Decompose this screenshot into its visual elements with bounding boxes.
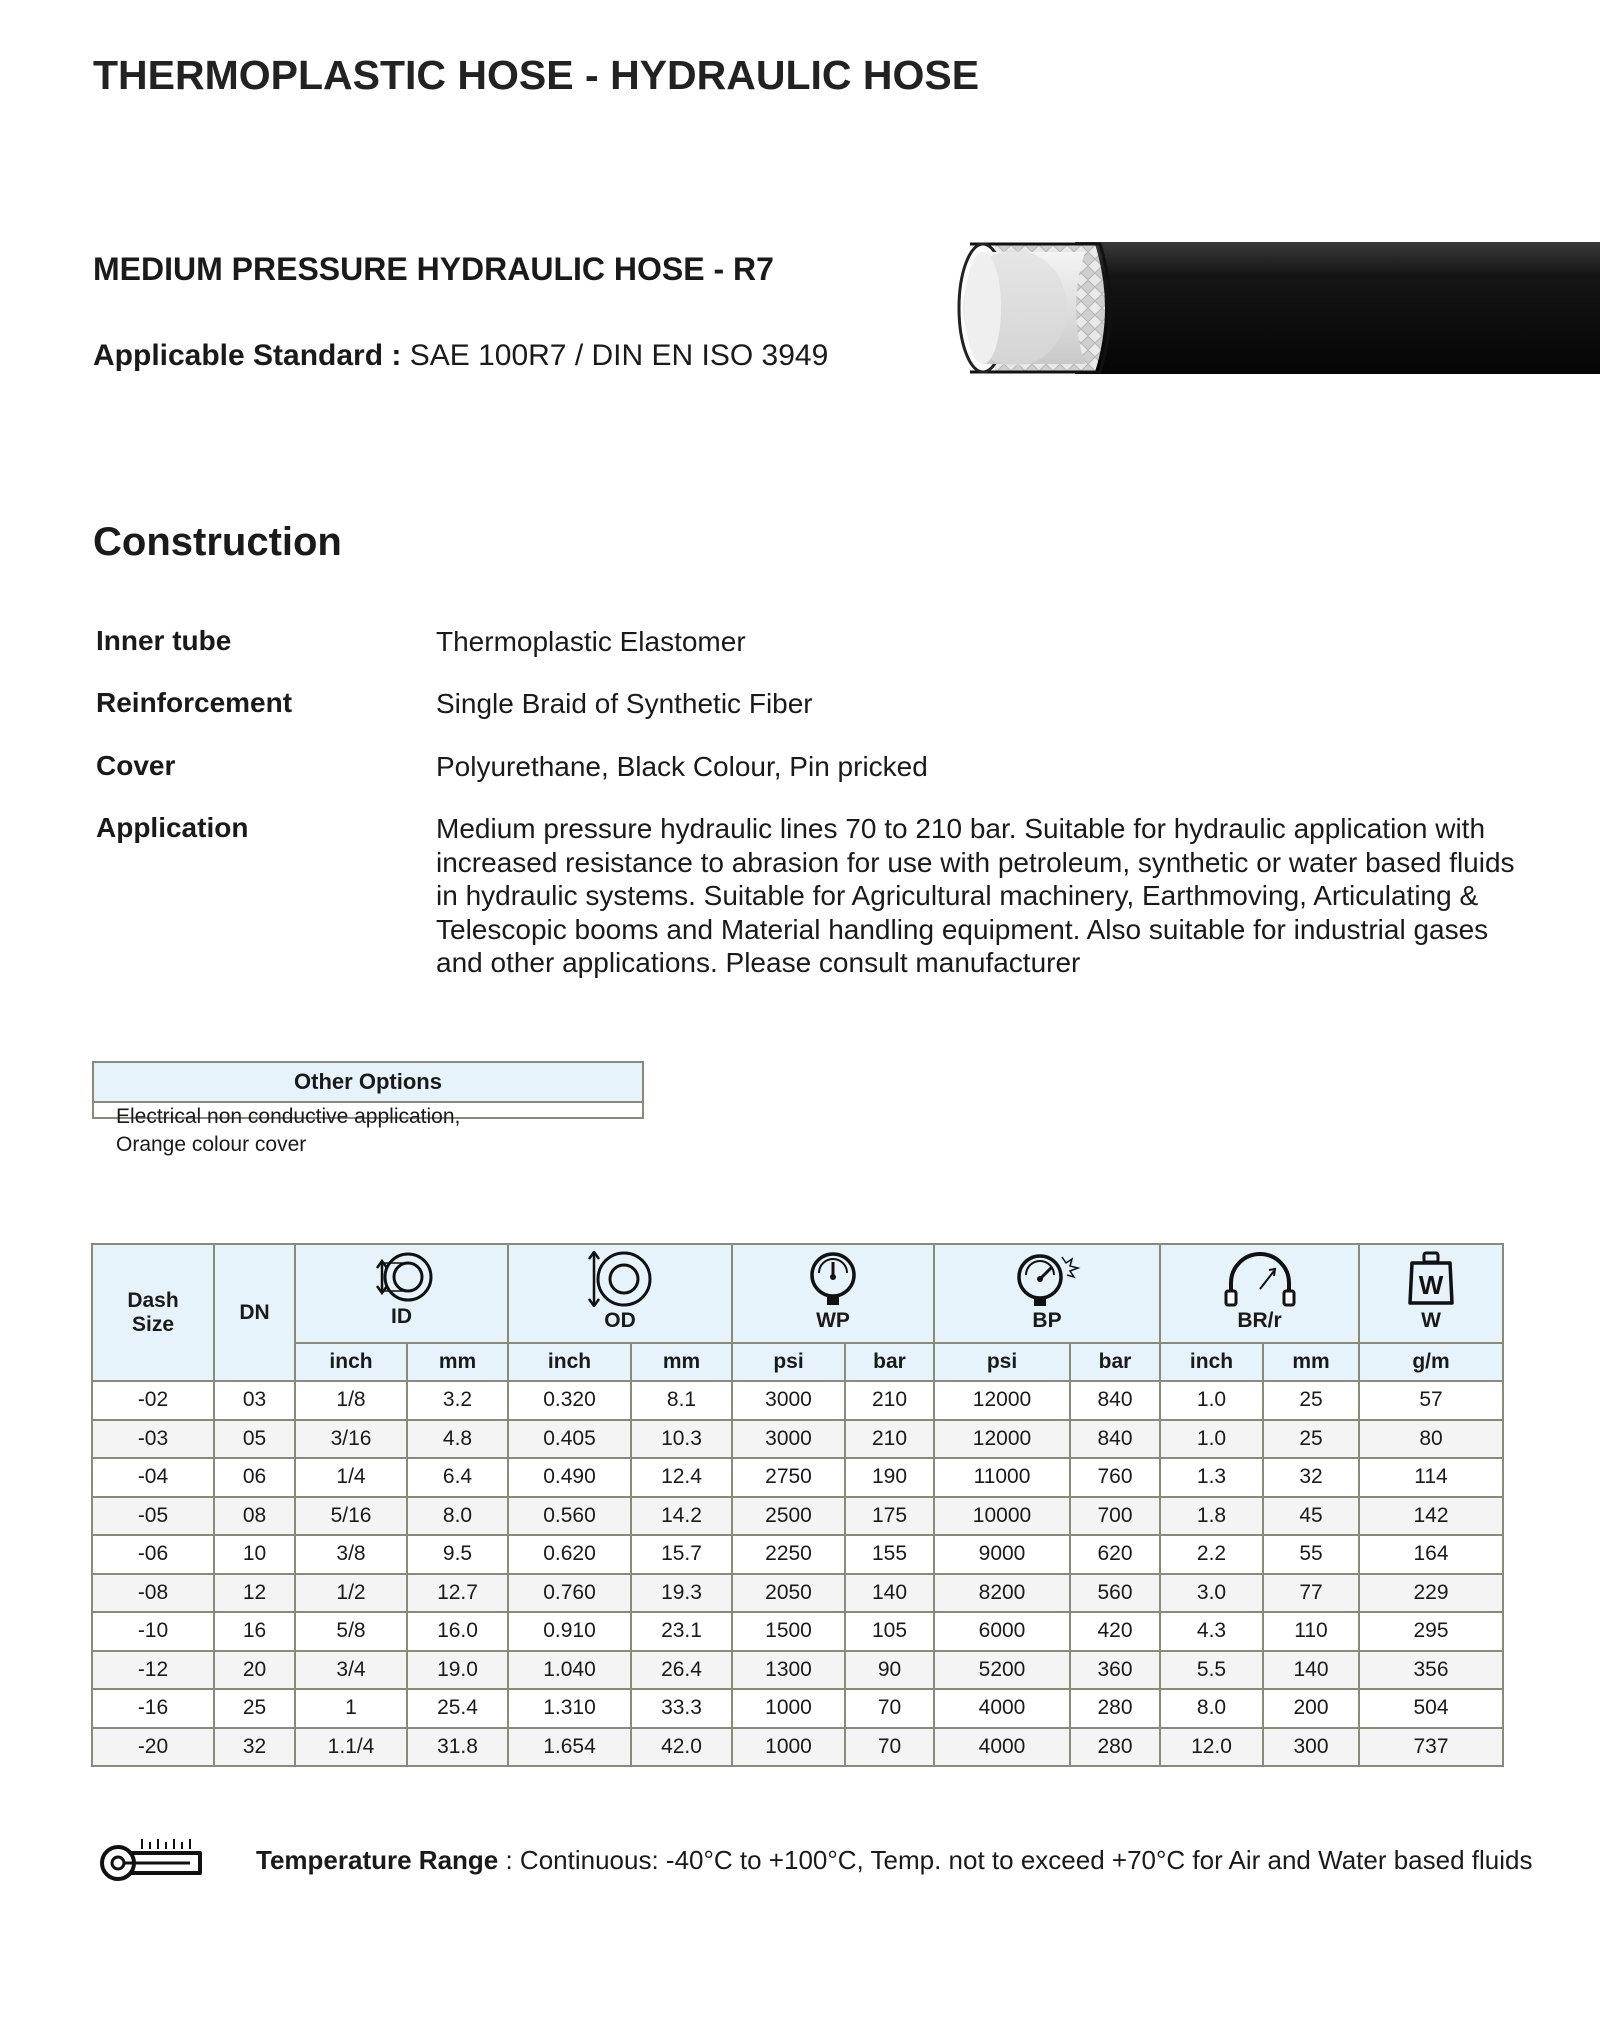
table-cell: 210	[845, 1420, 934, 1459]
od-header	[508, 1244, 732, 1343]
table-cell: 12000	[934, 1381, 1070, 1420]
table-cell: 3.2	[407, 1381, 508, 1420]
construction-heading: Construction	[93, 520, 342, 564]
table-cell: 0.620	[508, 1535, 631, 1574]
table-cell: 280	[1070, 1689, 1160, 1728]
table-cell: 190	[845, 1458, 934, 1497]
dash-size-header: Dash Size	[92, 1244, 214, 1381]
table-cell: 25.4	[407, 1689, 508, 1728]
table-cell: 1.310	[508, 1689, 631, 1728]
table-cell: 0.910	[508, 1612, 631, 1651]
table-cell: -20	[92, 1728, 214, 1767]
table-cell: 840	[1070, 1420, 1160, 1459]
bend-radius-icon	[1222, 1251, 1298, 1307]
table-row	[92, 1420, 1503, 1459]
table-cell: 6.4	[407, 1458, 508, 1497]
table-cell: 142	[1359, 1497, 1503, 1536]
table-cell: 26.4	[631, 1651, 732, 1690]
table-cell: 12	[214, 1574, 295, 1613]
table-cell: 1.1/4	[295, 1728, 407, 1767]
construction-label-application: Application	[96, 812, 249, 843]
table-cell: 0.490	[508, 1458, 631, 1497]
table-cell: 32	[1263, 1458, 1359, 1497]
weight-label: W	[1421, 1309, 1441, 1332]
table-cell: 1.0	[1160, 1381, 1263, 1420]
table-cell: 4.3	[1160, 1612, 1263, 1651]
table-cell: -12	[92, 1651, 214, 1690]
table-cell: 10	[214, 1535, 295, 1574]
table-cell: -16	[92, 1689, 214, 1728]
table-cell: 8.1	[631, 1381, 732, 1420]
table-cell: 15.7	[631, 1535, 732, 1574]
unit-header: bar	[1070, 1343, 1160, 1381]
table-cell: 737	[1359, 1728, 1503, 1767]
wp-label: WP	[816, 1309, 850, 1332]
svg-text:W: W	[1418, 1270, 1444, 1300]
table-cell: 760	[1070, 1458, 1160, 1497]
other-options-heading: Other Options	[94, 1063, 642, 1103]
table-cell: 5/8	[295, 1612, 407, 1651]
br-header	[1160, 1244, 1359, 1343]
table-cell: 4000	[934, 1689, 1070, 1728]
hose-illustration	[955, 238, 1600, 378]
table-cell: 295	[1359, 1612, 1503, 1651]
table-row	[92, 1497, 1503, 1536]
table-cell: -03	[92, 1420, 214, 1459]
table-row	[92, 1728, 1503, 1767]
unit-header: mm	[407, 1343, 508, 1381]
table-row	[92, 1689, 1503, 1728]
table-cell: 1.0	[1160, 1420, 1263, 1459]
table-cell: 45	[1263, 1497, 1359, 1536]
outer-diameter-icon	[584, 1251, 656, 1307]
table-cell: 57	[1359, 1381, 1503, 1420]
table-cell: 0.760	[508, 1574, 631, 1613]
table-cell: 70	[845, 1689, 934, 1728]
table-cell: 90	[845, 1651, 934, 1690]
table-cell: 105	[845, 1612, 934, 1651]
application-line: Medium pressure hydraulic lines 70 to 210 bar. Suitable for hydraulic application with	[436, 813, 1486, 844]
table-cell: 229	[1359, 1574, 1503, 1613]
table-cell: 11000	[934, 1458, 1070, 1497]
table-cell: 12000	[934, 1420, 1070, 1459]
table-cell: 164	[1359, 1535, 1503, 1574]
construction-label-inner-tube: Inner tube	[96, 625, 232, 656]
table-cell: 1/8	[295, 1381, 407, 1420]
construction-label-cover: Cover	[96, 750, 176, 781]
bp-header	[934, 1244, 1160, 1343]
table-cell: 1	[295, 1689, 407, 1728]
specification-table	[91, 1243, 1504, 1767]
unit-header: mm	[631, 1343, 732, 1381]
table-cell: 8.0	[1160, 1689, 1263, 1728]
table-cell: 1500	[732, 1612, 845, 1651]
table-cell: 1300	[732, 1651, 845, 1690]
table-cell: 5.5	[1160, 1651, 1263, 1690]
other-options-box	[92, 1061, 644, 1156]
table-cell: 8.0	[407, 1497, 508, 1536]
table-cell: 42.0	[631, 1728, 732, 1767]
product-title: MEDIUM PRESSURE HYDRAULIC HOSE - R7	[93, 251, 774, 287]
burst-gauge-icon	[1012, 1251, 1082, 1307]
table-cell: -08	[92, 1574, 214, 1613]
construction-value-inner-tube: Thermoplastic Elastomer	[436, 626, 746, 657]
construction-value-cover: Polyurethane, Black Colour, Pin pricked	[436, 751, 928, 782]
table-cell: 1.040	[508, 1651, 631, 1690]
other-options-text: Electrical non conductive application, Orange colour cover	[116, 1105, 461, 1156]
unit-header: psi	[934, 1343, 1070, 1381]
construction-value-application	[436, 812, 1515, 980]
table-cell: 77	[1263, 1574, 1359, 1613]
table-cell: -02	[92, 1381, 214, 1420]
inner-diameter-icon	[366, 1251, 438, 1303]
table-cell: 3000	[732, 1381, 845, 1420]
applicable-standard	[93, 339, 828, 373]
table-cell: 175	[845, 1497, 934, 1536]
standard-label: Applicable Standard :	[93, 339, 402, 372]
application-line: and other applications. Please consult manufacturer	[436, 947, 1081, 978]
table-cell: 6000	[934, 1612, 1070, 1651]
table-cell: 9.5	[407, 1535, 508, 1574]
bp-label: BP	[1032, 1309, 1062, 1332]
thermometer-icon	[98, 1835, 204, 1883]
table-cell: 80	[1359, 1420, 1503, 1459]
id-label: ID	[391, 1305, 412, 1328]
temperature-text: : Continuous: -40°C to +100°C, Temp. not to exceed +70°C for Air and Water based fluids	[498, 1845, 1533, 1875]
table-cell: 3/4	[295, 1651, 407, 1690]
table-row	[92, 1458, 1503, 1497]
table-cell: 1/2	[295, 1574, 407, 1613]
table-cell: 110	[1263, 1612, 1359, 1651]
table-cell: 05	[214, 1420, 295, 1459]
table-cell: 2.2	[1160, 1535, 1263, 1574]
table-cell: 20	[214, 1651, 295, 1690]
table-row	[92, 1574, 1503, 1613]
table-row	[92, 1381, 1503, 1420]
unit-header: inch	[1160, 1343, 1263, 1381]
construction-label-reinforcement: Reinforcement	[96, 687, 293, 718]
table-cell: 10000	[934, 1497, 1070, 1536]
table-cell: 114	[1359, 1458, 1503, 1497]
table-cell: 2750	[732, 1458, 845, 1497]
application-line: increased resistance to abrasion for use with petroleum, synthetic or water based fluids	[436, 846, 1515, 878]
table-cell: 3/8	[295, 1535, 407, 1574]
id-header	[295, 1244, 508, 1343]
table-cell: 31.8	[407, 1728, 508, 1767]
application-line: Telescopic booms and Material handling equipment. Also suitable for industrial gases	[436, 913, 1489, 945]
table-cell: 33.3	[631, 1689, 732, 1728]
unit-header: inch	[508, 1343, 631, 1381]
table-cell: 10.3	[631, 1420, 732, 1459]
unit-header: g/m	[1359, 1343, 1503, 1381]
table-cell: 504	[1359, 1689, 1503, 1728]
table-cell: -05	[92, 1497, 214, 1536]
table-cell: 700	[1070, 1497, 1160, 1536]
table-cell: 5/16	[295, 1497, 407, 1536]
br-label: BR/r	[1237, 1309, 1282, 1332]
od-label: OD	[604, 1309, 636, 1332]
table-cell: 560	[1070, 1574, 1160, 1613]
table-row	[92, 1535, 1503, 1574]
table-cell: 2250	[732, 1535, 845, 1574]
table-cell: 4.8	[407, 1420, 508, 1459]
weight-header	[1359, 1244, 1503, 1343]
table-cell: 1.3	[1160, 1458, 1263, 1497]
temperature-range	[256, 1845, 1532, 1876]
table-cell: 55	[1263, 1535, 1359, 1574]
table-cell: 0.405	[508, 1420, 631, 1459]
table-cell: 2050	[732, 1574, 845, 1613]
unit-header: inch	[295, 1343, 407, 1381]
weight-icon	[1406, 1251, 1456, 1307]
table-cell: 25	[1263, 1381, 1359, 1420]
document-title: THERMOPLASTIC HOSE - HYDRAULIC HOSE	[93, 52, 980, 98]
unit-header: psi	[732, 1343, 845, 1381]
table-cell: 06	[214, 1458, 295, 1497]
standard-value: SAE 100R7 / DIN EN ISO 3949	[401, 339, 829, 372]
table-cell: 210	[845, 1381, 934, 1420]
table-cell: 1000	[732, 1689, 845, 1728]
temperature-label: Temperature Range	[256, 1845, 499, 1875]
unit-header: bar	[845, 1343, 934, 1381]
table-cell: 1.654	[508, 1728, 631, 1767]
table-cell: -06	[92, 1535, 214, 1574]
table-cell: 12.0	[1160, 1728, 1263, 1767]
table-cell: 140	[1263, 1651, 1359, 1690]
table-row	[92, 1612, 1503, 1651]
table-cell: -10	[92, 1612, 214, 1651]
table-cell: 200	[1263, 1689, 1359, 1728]
application-line: in hydraulic systems. Suitable for Agricultural machinery, Earthmoving, Articulating &	[436, 880, 1479, 911]
table-cell: 1000	[732, 1728, 845, 1767]
table-cell: 12.7	[407, 1574, 508, 1613]
table-cell: 0.320	[508, 1381, 631, 1420]
table-cell: 16.0	[407, 1612, 508, 1651]
table-cell: 08	[214, 1497, 295, 1536]
table-cell: 4000	[934, 1728, 1070, 1767]
table-cell: -04	[92, 1458, 214, 1497]
table-cell: 23.1	[631, 1612, 732, 1651]
table-cell: 16	[214, 1612, 295, 1651]
construction-value-reinforcement: Single Braid of Synthetic Fiber	[436, 688, 813, 719]
table-cell: 9000	[934, 1535, 1070, 1574]
pressure-gauge-icon	[805, 1251, 861, 1307]
table-cell: 620	[1070, 1535, 1160, 1574]
table-cell: 70	[845, 1728, 934, 1767]
table-row	[92, 1651, 1503, 1690]
table-cell: 356	[1359, 1651, 1503, 1690]
table-cell: 155	[845, 1535, 934, 1574]
table-cell: 5200	[934, 1651, 1070, 1690]
table-cell: 1.8	[1160, 1497, 1263, 1536]
table-cell: 840	[1070, 1381, 1160, 1420]
table-cell: 19.3	[631, 1574, 732, 1613]
table-cell: 2500	[732, 1497, 845, 1536]
table-cell: 25	[1263, 1420, 1359, 1459]
table-cell: 3000	[732, 1420, 845, 1459]
table-cell: 300	[1263, 1728, 1359, 1767]
table-cell: 3.0	[1160, 1574, 1263, 1613]
table-cell: 12.4	[631, 1458, 732, 1497]
table-cell: 3/16	[295, 1420, 407, 1459]
wp-header	[732, 1244, 934, 1343]
table-cell: 360	[1070, 1651, 1160, 1690]
table-cell: 0.560	[508, 1497, 631, 1536]
table-cell: 25	[214, 1689, 295, 1728]
unit-header: mm	[1263, 1343, 1359, 1381]
table-cell: 1/4	[295, 1458, 407, 1497]
table-cell: 8200	[934, 1574, 1070, 1613]
table-cell: 420	[1070, 1612, 1160, 1651]
table-cell: 19.0	[407, 1651, 508, 1690]
table-cell: 03	[214, 1381, 295, 1420]
table-cell: 280	[1070, 1728, 1160, 1767]
dn-header: DN	[214, 1244, 295, 1381]
table-cell: 14.2	[631, 1497, 732, 1536]
table-cell: 140	[845, 1574, 934, 1613]
table-cell: 32	[214, 1728, 295, 1767]
